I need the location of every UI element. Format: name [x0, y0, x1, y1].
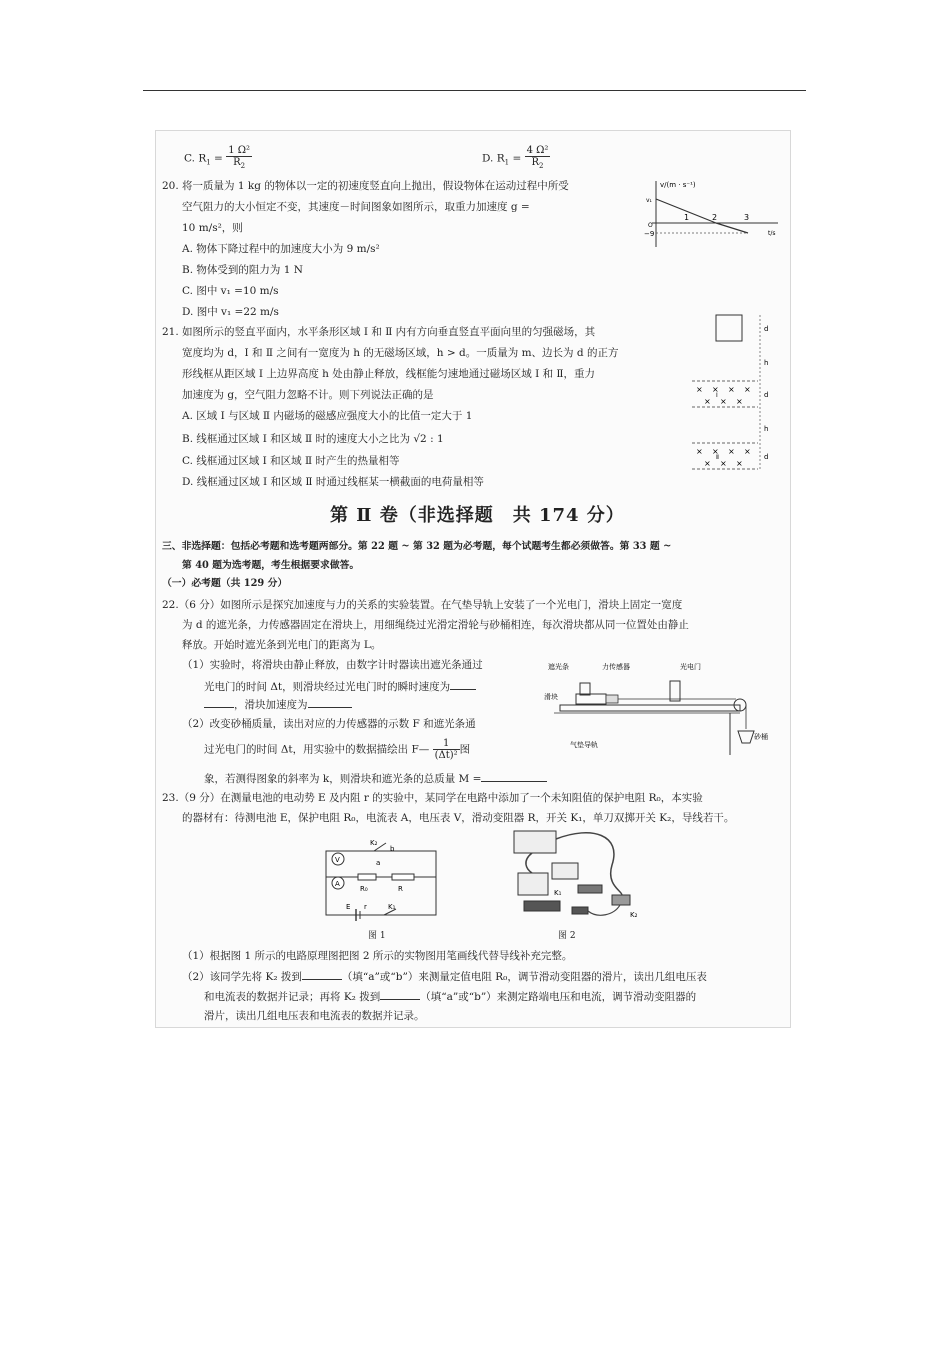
label-d-top: d	[764, 325, 769, 333]
label-K2: K₂	[630, 911, 638, 919]
answer-blank-velocity-cont[interactable]	[204, 697, 234, 708]
cross: ×	[744, 447, 751, 456]
graph-tick-1: 1	[684, 213, 690, 222]
wire-3	[588, 905, 620, 915]
q20-vt-graph	[644, 177, 784, 251]
cross: ×	[728, 385, 735, 394]
q20-option-b: B. 物体受到的阻力为 1 N	[182, 264, 303, 276]
switch-K1-device	[572, 907, 588, 914]
cross: ×	[728, 447, 735, 456]
label-K1: K₁	[388, 903, 396, 911]
q19-option-c: C. $R_1$ = $\frac{\text{1 Ω²}}{R_2}$	[184, 145, 251, 170]
sand-bucket	[738, 731, 754, 743]
q20-option-a: A. 物体下降过程中的加速度大小为 9 m/s²	[182, 243, 380, 255]
cross: ×	[696, 447, 703, 456]
q21-option-d: D. 线框通过区域 Ⅰ 和区域 Ⅱ 时通过线框某一横截面的电荷量相等	[182, 476, 484, 488]
cross: ×	[696, 385, 703, 394]
q20-stem-line3: 10 m/s²，则	[182, 222, 243, 234]
q23-apparatus-fig2	[502, 825, 652, 927]
q23-stem-line1: 23.（9 分）在测量电池的电动势 E 及内阻 r 的实验中，某同学在电路中添加了一个未知阻值的保护电阻 R₀，本实验	[162, 792, 703, 804]
exam-sheet	[155, 130, 791, 1028]
fig1-caption: 图 1	[368, 931, 386, 941]
label-E: E	[346, 903, 351, 911]
graph-v1-label: v₁	[646, 197, 652, 204]
label-track: 气垫导轨	[570, 741, 598, 749]
answer-blank-velocity[interactable]	[450, 679, 476, 690]
rheostat-device	[552, 863, 578, 879]
graph-fall-line	[716, 223, 748, 233]
q23-part2-line3: 滑片，读出几组电压表和电流表的数据并记录。	[204, 1010, 425, 1022]
header-rule	[143, 90, 806, 91]
q22-part2-line1: （2）改变砂桶质量，读出对应的力传感器的示数 F 和遮光条通	[182, 718, 476, 730]
graph-neg9-label: −9	[644, 230, 655, 238]
answer-blank-acceleration[interactable]	[308, 697, 352, 708]
q20-stem-line2: 空气阻力的大小恒定不变，其速度－时间图象如图所示，取重力加速度 g =	[182, 201, 530, 213]
graph-y-label: v/(m · s⁻¹)	[660, 181, 696, 189]
switch-K2-device	[612, 895, 630, 905]
label-region2: Ⅱ	[716, 454, 719, 461]
q21-stem-line2: 宽度均为 d，Ⅰ 和 Ⅱ 之间有一宽度为 h 的无磁场区域，h > d。一质量为 m、边长为 d 的正方	[182, 347, 619, 359]
label-V: V	[335, 856, 340, 864]
label-R0: R₀	[360, 885, 368, 893]
answer-blank-mass[interactable]	[481, 771, 547, 782]
photogate	[670, 681, 680, 701]
cross: ×	[736, 397, 743, 406]
graph-x-label: t/s	[768, 230, 776, 237]
q21-option-c: C. 线框通过区域 Ⅰ 和区域 Ⅱ 时产生的热量相等	[182, 455, 400, 467]
voltmeter-device	[514, 831, 556, 853]
label-R: R	[398, 885, 403, 893]
label-h-gap: h	[764, 425, 769, 433]
label-shade: 遮光条	[548, 663, 569, 671]
label-A: A	[335, 880, 340, 888]
q22-part2-line3: 象，若测得图象的斜率为 k，则滑块和遮光条的总质量 M =	[204, 771, 547, 786]
label-slider: 滑块	[544, 693, 558, 701]
label-K2: K₂	[370, 839, 378, 847]
answer-blank-k2-second[interactable]	[380, 989, 420, 1000]
cross: ×	[720, 397, 727, 406]
section3-line2: 第 40 题为选考题，考生根据要求做答。	[182, 560, 360, 571]
cross: ×	[712, 447, 719, 456]
part2-title: 第 Ⅱ 卷（非选择题 共 174 分）	[330, 505, 625, 526]
section3-required: （一）必考题（共 129 分）	[162, 578, 288, 589]
q22-part1-line2: 光电门的时间 Δt，则滑块经过光电门时的瞬时速度为	[204, 679, 476, 694]
q21-field-diagram	[688, 309, 778, 479]
q22-apparatus-diagram	[540, 657, 780, 759]
cross: ×	[736, 459, 743, 468]
force-sensor	[606, 695, 618, 703]
q22-part1-line1: （1）实验时，将滑块由静止释放，由数字计时器读出遮光条通过	[182, 659, 483, 671]
q22-stem-line1: 22.（6 分）如图所示是探究加速度与力的关系的实验装置。在气垫导轨上安装了一个光电门，滑块上固定一宽度	[162, 599, 683, 611]
answer-blank-k2-first[interactable]	[302, 969, 342, 980]
q22-stem-line3: 释放。开始时遮光条到光电门的距离为 L。	[182, 639, 382, 651]
q20-option-c: C. 图中 v₁ =10 m/s	[182, 285, 279, 297]
label-a: a	[376, 859, 381, 867]
cross: ×	[712, 385, 719, 394]
q23-stem-line2: 的器材有：待测电池 E，保护电阻 R₀，电流表 A，电压表 V，滑动变阻器 R，开关 K₁，单刀双掷开关 K₂，导线若干。	[182, 812, 735, 824]
label-b: b	[390, 845, 395, 853]
q21-option-a: A. 区域 Ⅰ 与区域 Ⅱ 内磁场的磁感应强度大小的比值一定大于 1	[182, 410, 473, 422]
wire-2	[526, 853, 532, 873]
q19-option-d: D. $R_1$ = $\frac{\text{4 Ω²}}{R_2}$	[482, 145, 549, 170]
cross: ×	[720, 459, 727, 468]
q23-part1: （1）根据图 1 所示的电路原理图把图 2 所示的实物图用笔画线代替导线补充完整。	[182, 950, 573, 962]
label-d-region1: d	[764, 391, 769, 399]
resistor-R0	[358, 874, 376, 880]
ammeter-device	[518, 873, 548, 895]
cross: ×	[704, 459, 711, 468]
battery-device	[524, 901, 560, 911]
air-track	[560, 705, 740, 711]
q23-part2-line2: 和电流表的数据并记录；再将 K₂ 拨到 （填“a”或“b”）来测定路端电压和电流，调节滑动变阻器的	[204, 991, 697, 1003]
q22-stem-line2: 为 d 的遮光条，力传感器固定在滑块上，用细绳绕过光滑定滑轮与砂桶相连，每次滑块都从同一位置处由静止	[182, 619, 689, 631]
q20-option-d: D. 图中 v₁ =22 m/s	[182, 306, 279, 318]
q21-option-b: B. 线框通过区域 Ⅰ 和区域 Ⅱ 时的速度大小之比为 √2 : 1	[182, 433, 444, 445]
graph-origin-label: O	[648, 222, 653, 229]
label-region1: Ⅰ	[716, 392, 718, 399]
square-loop	[716, 315, 742, 341]
label-h-top: h	[764, 359, 769, 367]
resistor-device	[578, 885, 602, 893]
label-d-region2: d	[764, 453, 769, 461]
cross: ×	[744, 385, 751, 394]
q22-part1-line3: ，滑块加速度为	[204, 697, 352, 712]
rheostat-R	[392, 874, 414, 880]
label-bucket: 砂桶	[754, 733, 768, 741]
label-K1: K₁	[554, 889, 562, 897]
q23-part2-line1: （2）该同学先将 K₂ 拨到 （填“a”或“b”）来测量定值电阻 R₀，调节滑动变阻器的滑片，读出几组电压表	[182, 971, 707, 983]
q23-circuit-fig1	[316, 837, 451, 925]
q21-stem-line4: 加速度为 g，空气阻力忽略不计。则下列说法正确的是	[182, 389, 434, 401]
shade-strip	[580, 683, 590, 695]
q21-stem-line1: 21. 如图所示的竖直平面内，水平条形区域 Ⅰ 和 Ⅱ 内有方向垂直竖直平面向里的匀强磁场，其	[162, 326, 596, 338]
section3-line1: 三、非选择题：包括必考题和选考题两部分。第 22 题 ~ 第 32 题为必考题，每个试题考生都必须做答。第 33 题 ~	[162, 541, 672, 552]
q20-stem-line1: 20. 将一质量为 1 kg 的物体以一定的初速度竖直向上抛出，假设物体在运动过程中所受	[162, 180, 569, 192]
cross: ×	[704, 397, 711, 406]
q22-part2-line2: 过光电门的时间 Δt，用实验中的数据描绘出 F— $\frac{1}{\text{(Δt)²}}$ 图	[204, 738, 471, 761]
label-photogate: 光电门	[680, 663, 701, 671]
label-r: r	[364, 903, 367, 911]
fig2-caption: 图 2	[558, 931, 576, 941]
graph-tick-2: 2	[712, 213, 718, 222]
q21-stem-line3: 形线框从距区域 Ⅰ 上边界高度 h 处由静止释放，线框能匀速地通过磁场区域 Ⅰ 和 Ⅱ，重力	[182, 368, 596, 380]
graph-tick-3: 3	[744, 213, 750, 222]
label-force-sensor: 力传感器	[602, 663, 630, 671]
